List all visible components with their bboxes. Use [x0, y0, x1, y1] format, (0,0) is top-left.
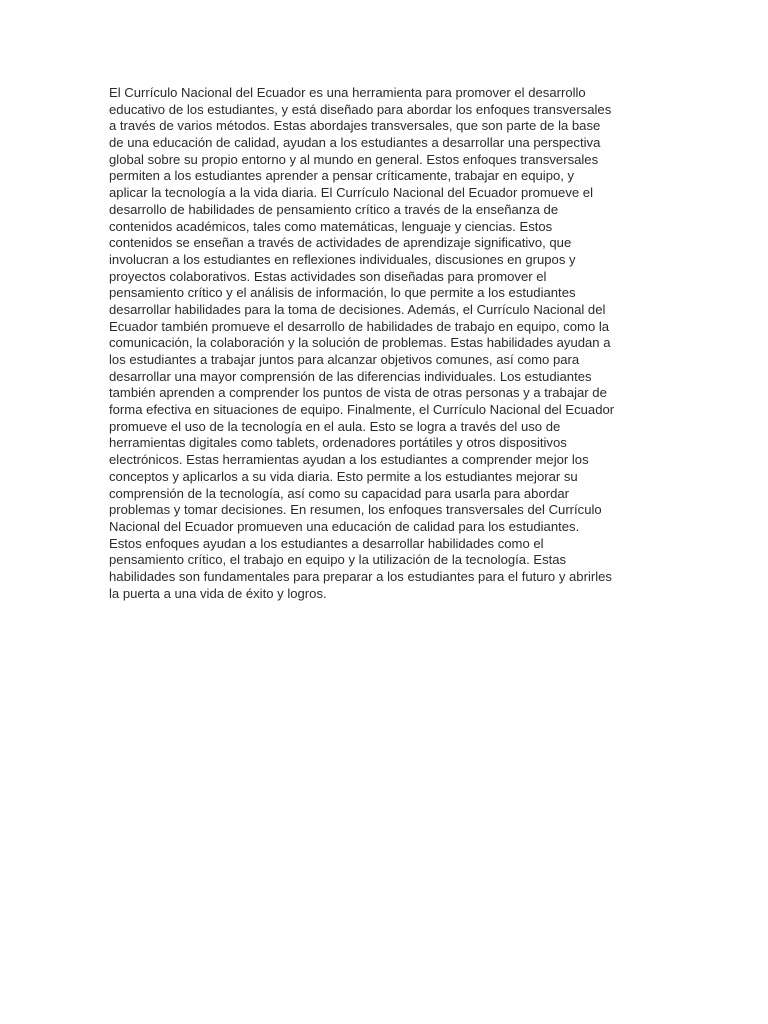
text-line: comprensión de la tecnología, así como su capacidad para usarla para abordar [109, 485, 570, 501]
text-line: promueve el uso de la tecnología en el aula. Esto se logra a través del uso de [109, 418, 561, 434]
text-line: forma efectiva en situaciones de equipo. Finalmente, el Currículo Nacional del Ecuador [109, 402, 615, 418]
text-line: la puerta a una vida de éxito y logros. [109, 585, 327, 601]
text-line: conceptos y aplicarlos a su vida diaria. Esto permite a los estudiantes mejorar su [109, 468, 578, 484]
text-line: pensamiento crítico, el trabajo en equipo y la utilización de la tecnología. Estas [109, 552, 567, 568]
text-line: desarrollar una mayor comprensión de las diferencias individuales. Los estudiantes [109, 368, 592, 384]
text-line: Nacional del Ecuador promueven una educación de calidad para los estudiantes. [109, 518, 580, 534]
text-line: herramientas digitales como tablets, ordenadores portátiles y otros dispositivos [109, 435, 567, 451]
text-line: comunicación, la colaboración y la solución de problemas. Estas habilidades ayudan a [109, 335, 611, 351]
text-line: proyectos colaborativos. Estas actividades son diseñadas para promover el [109, 268, 547, 284]
text-line: educativo de los estudiantes, y está diseñado para abordar los enfoques transversales [109, 101, 612, 117]
document-body [109, 85, 669, 602]
text-line: permiten a los estudiantes aprender a pensar críticamente, trabajar en equipo, y [109, 168, 575, 184]
text-line: pensamiento crítico y el análisis de información, lo que permite a los estudiantes [109, 285, 576, 301]
text-line: también aprenden a comprender los puntos de vista de otras personas y a trabajar de [109, 385, 607, 401]
text-line: Estos enfoques ayudan a los estudiantes a desarrollar habilidades como el [109, 535, 544, 551]
text-line: habilidades son fundamentales para preparar a los estudiantes para el futuro y abrirles [109, 568, 612, 584]
text-line: desarrollo de habilidades de pensamiento crítico a través de la enseñanza de [109, 201, 559, 217]
text-line: contenidos académicos, tales como matemáticas, lenguaje y ciencias. Estos [109, 218, 553, 234]
text-line: desarrollar habilidades para la toma de decisiones. Además, el Currículo Nacional del [109, 301, 606, 317]
text-line: El Currículo Nacional del Ecuador es una herramienta para promover el desarrollo [109, 85, 586, 100]
text-line: los estudiantes a trabajar juntos para alcanzar objetivos comunes, así como para [109, 352, 580, 367]
text-line: Ecuador también promueve el desarrollo de habilidades de trabajo en equipo, como la [109, 318, 610, 334]
text-line: global sobre su propio entorno y al mundo en general. Estos enfoques transversales [109, 151, 599, 167]
text-line: problemas y tomar decisiones. En resumen, los enfoques transversales del Currículo [109, 502, 602, 518]
text-line: contenidos se enseñan a través de actividades de aprendizaje significativo, que [109, 235, 572, 251]
text-line: electrónicos. Estas herramientas ayudan a los estudiantes a comprender mejor los [109, 452, 589, 468]
text-line: de una educación de calidad, ayudan a los estudiantes a desarrollar una perspectiva [109, 135, 601, 151]
text-line: involucran a los estudiantes en reflexiones individuales, discusiones en grupos y [109, 251, 576, 267]
text-line: aplicar la tecnología a la vida diaria. El Currículo Nacional del Ecuador promueve el [109, 185, 594, 201]
text-line: a través de varios métodos. Estas abordajes transversales, que son parte de la base [109, 118, 601, 134]
